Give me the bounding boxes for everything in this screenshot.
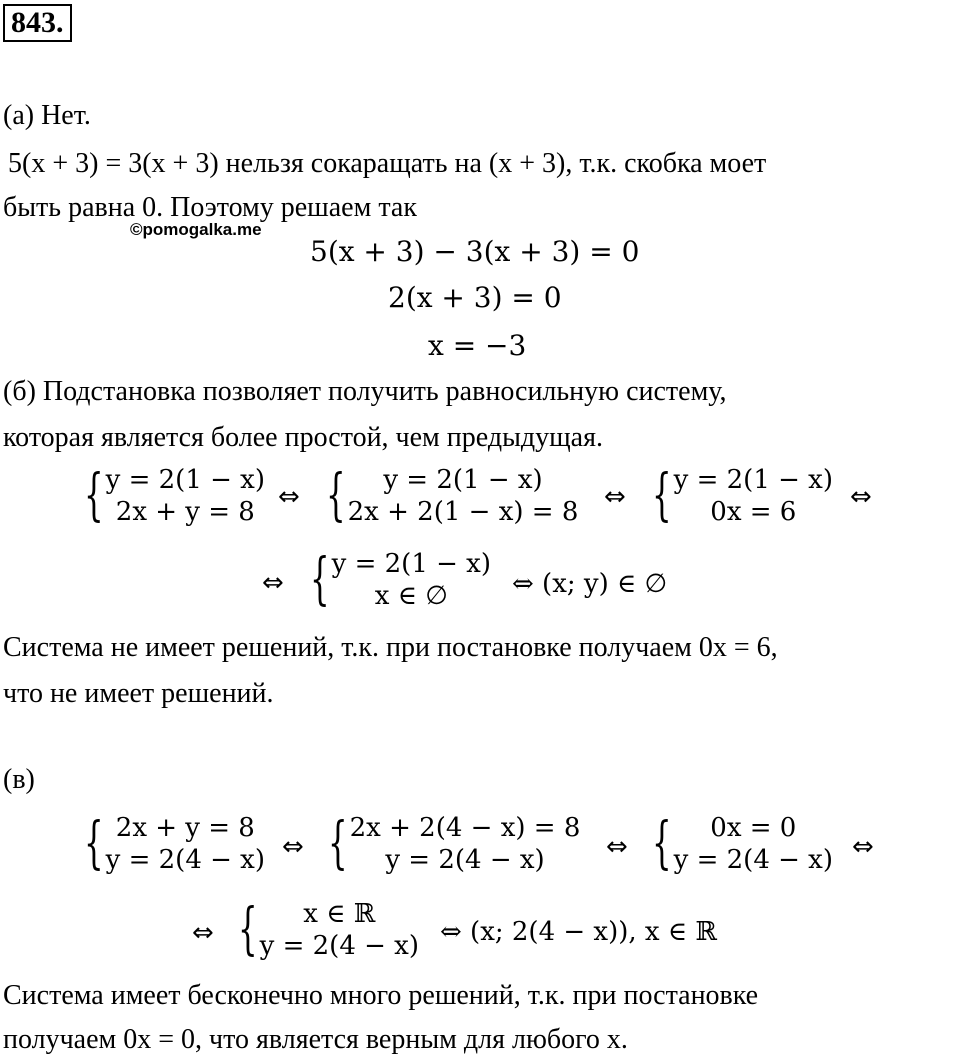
system-row: 2x + y = 8 bbox=[115, 813, 255, 843]
brace-icon: { bbox=[328, 811, 348, 876]
equivalence-arrow: ⇔ bbox=[278, 482, 300, 512]
watermark: ©pomogalka.me bbox=[130, 220, 262, 239]
system-row: y = 2(1 − x) bbox=[105, 465, 265, 495]
part-a-equation-3: x = −3 bbox=[428, 329, 527, 362]
part-b-system-3 bbox=[636, 464, 833, 528]
part-c-system-1 bbox=[68, 812, 265, 876]
part-b-system-2 bbox=[310, 464, 578, 528]
brace-icon: { bbox=[652, 463, 672, 528]
part-b-text-line2: которая является более простой, чем предыдущая. bbox=[3, 422, 603, 453]
equivalence-arrow: ⇔ bbox=[852, 832, 874, 862]
part-c-conclusion-line2: получаем 0x = 0, что является верным для любого x. bbox=[3, 1024, 628, 1055]
system-row: 2x + 2(1 − x) = 8 bbox=[347, 497, 579, 527]
system-row: 2x + y = 8 bbox=[115, 497, 255, 527]
equivalence-arrow: ⇔ bbox=[850, 482, 872, 512]
system-row: y = 2(4 − x) bbox=[673, 845, 833, 875]
part-c-label: (в) bbox=[3, 764, 35, 795]
part-c-conclusion-line1: Система имеет бесконечно много решений, т.к. при постановке bbox=[3, 980, 759, 1011]
equivalence-arrow: ⇔ bbox=[262, 568, 284, 598]
part-b-conclusion-line1: Система не имеет решений, т.к. при постановке получаем 0x = 6, bbox=[3, 632, 778, 663]
part-b-conclusion-line2: что не имеет решений. bbox=[3, 678, 274, 709]
system-row: 0x = 0 bbox=[710, 813, 797, 843]
system-row: y = 2(4 − x) bbox=[385, 845, 545, 875]
part-b-system-1 bbox=[68, 464, 265, 528]
brace-icon: { bbox=[652, 811, 672, 876]
system-row: y = 2(4 − x) bbox=[259, 931, 419, 961]
part-b-text-line1: (б) Подстановка позволяет получить равносильную систему, bbox=[3, 376, 727, 407]
system-row: y = 2(4 − x) bbox=[105, 845, 265, 875]
part-c-system-3 bbox=[636, 812, 833, 876]
part-a-equation-2: 2(x + 3) = 0 bbox=[388, 281, 562, 314]
part-b-result: ⇔ (x; y) ∈ ∅ bbox=[512, 569, 668, 599]
part-a-equation-1: 5(x + 3) − 3(x + 3) = 0 bbox=[310, 235, 640, 268]
problem-number: 843. bbox=[3, 4, 72, 42]
system-row: y = 2(1 − x) bbox=[383, 465, 543, 495]
equivalence-arrow: ⇔ bbox=[604, 482, 626, 512]
equivalence-arrow: ⇔ bbox=[192, 918, 214, 948]
part-c-system-2 bbox=[312, 812, 580, 876]
system-row: y = 2(1 − x) bbox=[673, 465, 833, 495]
part-c-result: ⇔ (x; 2(4 − x)), x ∈ ℝ bbox=[440, 917, 717, 947]
system-row: y = 2(1 − x) bbox=[331, 549, 491, 579]
brace-icon: { bbox=[238, 897, 258, 962]
part-a-text-line1: 5(x + 3) = 3(x + 3) нельзя сокаращать на (x + 3), т.к. скобка моет bbox=[8, 148, 767, 179]
part-a-label: (а) Нет. bbox=[3, 100, 91, 131]
equivalence-arrow: ⇔ bbox=[606, 832, 628, 862]
brace-icon: { bbox=[84, 463, 104, 528]
part-c-system-4 bbox=[222, 898, 419, 962]
part-a-text-line2: быть равна 0. Поэтому решаем так bbox=[3, 192, 417, 223]
system-row: x ∈ ℝ bbox=[303, 899, 376, 929]
brace-icon: { bbox=[84, 811, 104, 876]
system-row: 2x + 2(4 − x) = 8 bbox=[349, 813, 581, 843]
system-row: 0x = 6 bbox=[710, 497, 797, 527]
brace-icon: { bbox=[326, 463, 346, 528]
equivalence-arrow: ⇔ bbox=[282, 832, 304, 862]
part-b-system-4 bbox=[294, 548, 491, 612]
system-row: x ∈ ∅ bbox=[374, 581, 448, 611]
brace-icon: { bbox=[310, 547, 330, 612]
